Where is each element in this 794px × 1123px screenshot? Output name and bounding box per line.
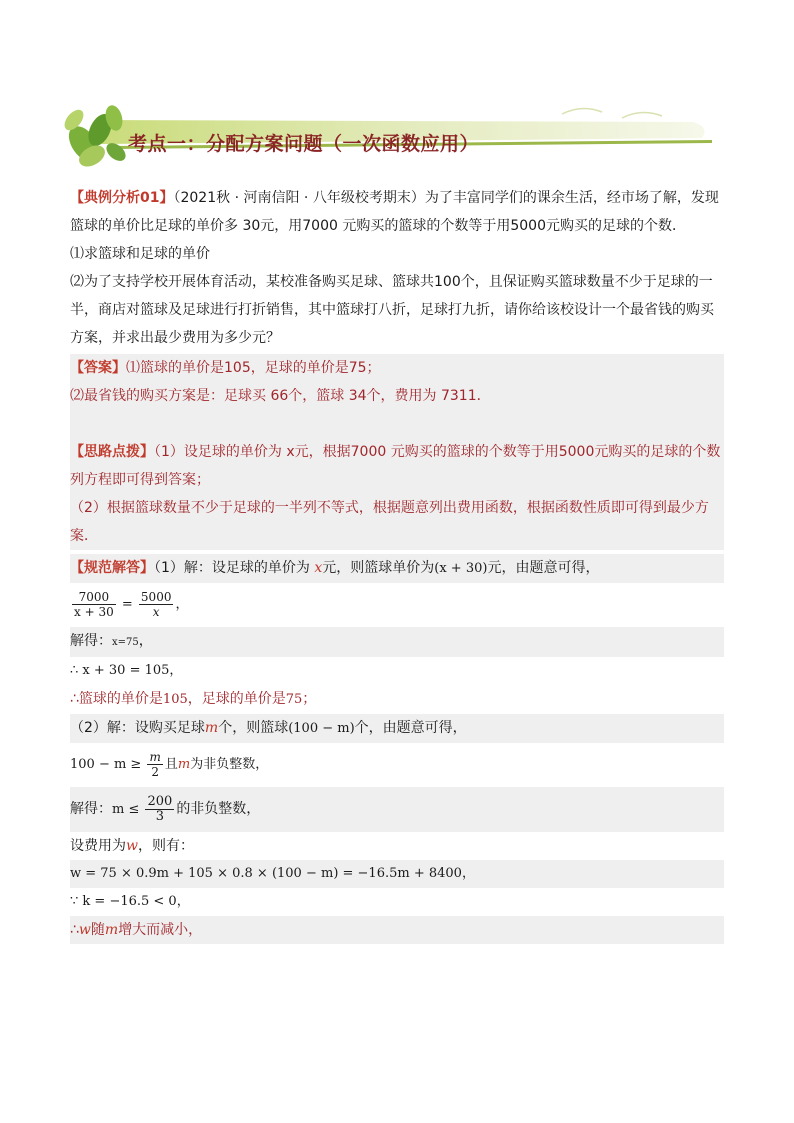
solve-step-x: 解得：x=75， — [70, 627, 724, 657]
document-body — [70, 184, 724, 944]
section-banner — [62, 100, 714, 170]
answer-2: ⑵最省钱的购买方案是：足球买 66个，篮球 34个，费用为 7311． — [70, 388, 491, 404]
solve-step-m: 解得：m ≤ $\frac{200}{3}$ 的非负整数， — [70, 787, 724, 832]
equation-1: $\frac{7000}{x + 30}$ = $\frac{5000}{x}$ ， — [74, 590, 189, 619]
monotonic-conclusion: ∴w随m增大而减小， — [70, 916, 724, 944]
cost-definition: 设费用为w，则有： — [70, 838, 194, 854]
problem-text-1: 为了丰富同学们的课余生活，经市场了解，发现 — [424, 190, 719, 206]
solution-step-1a: （1）解：设足球的单价为 — [154, 560, 315, 576]
solution-step-1b: 元，则篮球单价为 — [322, 560, 435, 576]
step-x-plus-30: ∴ x + 30 = 105， — [70, 663, 183, 678]
answer-1: ⑴篮球的单价是105，足球的单价是75； — [126, 360, 381, 376]
expr-x-plus-30: (x + 30) — [434, 561, 488, 576]
solution-tag: 【规范解答】 — [70, 560, 154, 576]
question-1: ⑴求篮球和足球的单价 — [70, 246, 210, 262]
answer-tag: 【答案】 — [70, 360, 126, 376]
unit-price-result: ∴篮球的单价是105，足球的单价是75； — [70, 691, 317, 707]
hint-1: （1）设足球的单价为 x元，根据7000 元购买的篮球的个数等于用5000元购买的足球的个数列方程即可得到答案； — [70, 444, 721, 488]
problem-text-2: 篮球的单价比足球的单价多 30元，用7000 元购买的篮球的个数等于用5000元购买的足球的个数． — [70, 218, 686, 234]
problem-block — [70, 184, 724, 352]
problem-source: （2021秋 · 河南信阳 · 八年级校考期末） — [173, 190, 425, 206]
solution-block — [70, 554, 724, 944]
slope-condition: ∵ k = −16.5 < 0， — [70, 894, 190, 909]
section-title: 考点一：分配方案问题（一次函数应用） — [128, 133, 480, 155]
var-x: x — [314, 560, 323, 576]
answer-block — [70, 354, 724, 550]
hint-2: （2）根据篮球数量不少于足球的一半列不等式，根据题意列出费用函数，根据函数性质即可得到最少方案． — [70, 500, 709, 544]
solution-step-1c: 元，由题意可得， — [487, 560, 600, 576]
cost-function: w = 75 × 0.9m + 105 × 0.8 × (100 − m) = −16.5m + 8400， — [70, 860, 724, 888]
hint-tag: 【思路点拨】 — [70, 444, 154, 460]
solution-part-2: （2）解：设购买足球m个，则篮球(100 − m)个，由题意可得， — [70, 714, 724, 743]
question-2: ⑵为了支持学校开展体育活动，某校准备购买足球、篮球共100个，且保证购买篮球数量不少于足球的一半，商店对篮球及足球进行打折销售，其中篮球打八折，足球打九折，请你给该校设计一个最省钱的购买方案，并求出最少费用为多少元？ — [70, 274, 714, 346]
problem-tag: 【典例分析01】 — [70, 190, 174, 206]
inequality-1: 100 − m ≥ $\frac{m}{2}$ 且m为非负整数， — [70, 750, 269, 779]
